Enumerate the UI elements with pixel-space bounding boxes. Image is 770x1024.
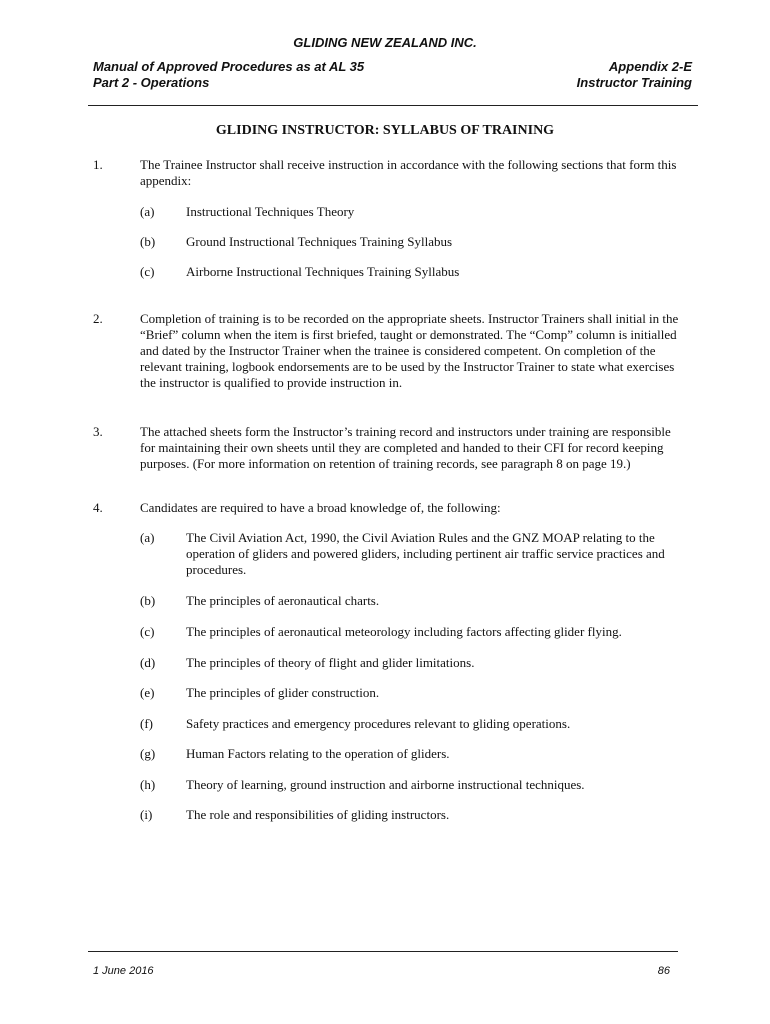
- list-item: [140, 655, 685, 671]
- item-label: (c): [140, 264, 155, 279]
- list-item: [140, 234, 685, 250]
- paragraph-text: The Trainee Instructor shall receive instruction in accordance with the following sections that form this appendix:: [140, 157, 677, 188]
- item-text: Human Factors relating to the operation of gliders.: [186, 746, 450, 761]
- list-item: [140, 716, 685, 732]
- header-divider: [88, 105, 698, 106]
- list-item: [140, 264, 685, 280]
- header-left: [93, 59, 364, 91]
- paragraph-3: [93, 424, 683, 472]
- item-text: The principles of theory of flight and glider limitations.: [186, 655, 475, 670]
- item-label: (b): [140, 593, 156, 608]
- item-text: The Civil Aviation Act, 1990, the Civil Aviation Rules and the GNZ MOAP relating to the operation of gliders and powered gliders, including pertinent air traffic service practices and procedures.: [186, 530, 665, 577]
- document-title: GLIDING INSTRUCTOR: SYLLABUS OF TRAINING: [215, 123, 555, 138]
- paragraph-number: 1.: [93, 157, 103, 172]
- header-right: [577, 59, 692, 91]
- paragraph-number: 2.: [93, 311, 103, 326]
- item-label: (a): [140, 530, 155, 545]
- item-label: (b): [140, 234, 156, 249]
- list-item: [140, 777, 685, 793]
- paragraph-2: [93, 311, 683, 391]
- item-text: Airborne Instructional Techniques Training Syllabus: [186, 264, 460, 279]
- list-item: [140, 624, 685, 640]
- list-item: [140, 204, 685, 220]
- paragraph-number: 4.: [93, 500, 103, 515]
- item-label: (c): [140, 624, 155, 639]
- item-label: (h): [140, 777, 156, 792]
- paragraph-text: The attached sheets form the Instructor’s training record and instructors under training are responsible for maintaining their own sheets until they are completed and handed to their CFI for record keeping purposes. (For more information on retention of training records, see paragraph 8 on page 19.): [140, 424, 671, 471]
- paragraph-1: [93, 157, 683, 189]
- item-text: The role and responsibilities of gliding instructors.: [186, 807, 450, 822]
- manual-part: Part 2 - Operations: [93, 75, 210, 90]
- item-text: Instructional Techniques Theory: [186, 204, 355, 219]
- item-text: The principles of aeronautical charts.: [186, 593, 380, 608]
- list-item: [140, 746, 685, 762]
- paragraph-number: 3.: [93, 424, 103, 439]
- item-text: Safety practices and emergency procedures relevant to gliding operations.: [186, 716, 571, 731]
- item-text: The principles of aeronautical meteorology including factors affecting glider flying.: [186, 624, 622, 639]
- list-item: [140, 593, 685, 609]
- item-label: (d): [140, 655, 156, 670]
- appendix-number: Appendix 2-E: [608, 59, 692, 74]
- manual-title: Manual of Approved Procedures as at AL 35: [93, 59, 365, 74]
- item-label: (e): [140, 685, 155, 700]
- item-text: The principles of glider construction.: [186, 685, 380, 700]
- item-label: (a): [140, 204, 155, 219]
- page-number: 86: [657, 965, 670, 977]
- paragraph-text: Candidates are required to have a broad knowledge of, the following:: [140, 500, 501, 515]
- item-label: (g): [140, 746, 156, 761]
- item-label: (i): [140, 807, 153, 822]
- item-label: (f): [140, 716, 153, 731]
- appendix-title: Instructor Training: [576, 75, 692, 90]
- item-text: Theory of learning, ground instruction and airborne instructional techniques.: [186, 777, 585, 792]
- paragraph-4: [93, 500, 683, 516]
- item-text: Ground Instructional Techniques Training Syllabus: [186, 234, 453, 249]
- list-item: [140, 807, 685, 823]
- list-item: [140, 530, 685, 578]
- organization-name: GLIDING NEW ZEALAND INC.: [293, 35, 477, 50]
- footer-date: 1 June 2016: [93, 965, 154, 977]
- footer-divider: [88, 951, 678, 952]
- paragraph-text: Completion of training is to be recorded on the appropriate sheets. Instructor Trainers shall initial in the “Brief” column when the item is first briefed, taught or demonstrated. The “Comp” column is initialled and dated by the Instructor Trainer when the trainee is considered competent. On completion of the relevant training, logbook endorsements are to be used by the Instructor Trainer to state what exercises the instructor is qualified to provide instruction in.: [140, 311, 679, 390]
- list-item: [140, 685, 685, 701]
